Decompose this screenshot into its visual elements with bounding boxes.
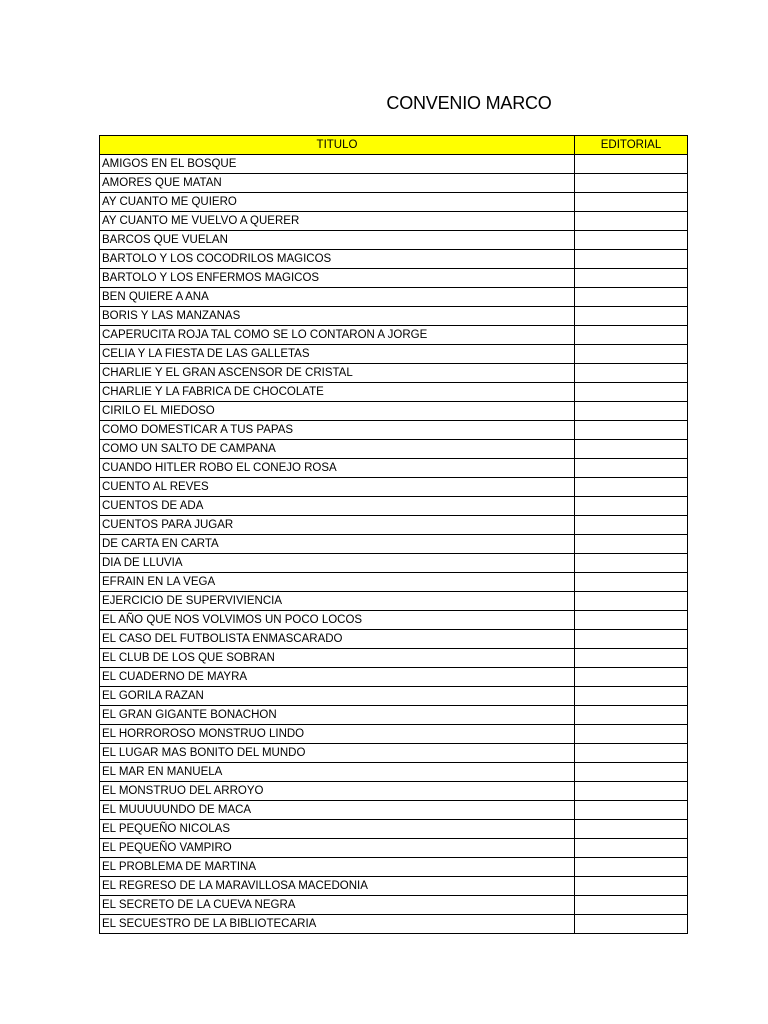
table-row (100, 307, 688, 326)
cell-editorial (575, 915, 688, 934)
table-row (100, 231, 688, 250)
table-row (100, 687, 688, 706)
cell-titulo: EL MAR EN MANUELA (100, 763, 575, 782)
cell-editorial (575, 687, 688, 706)
cell-titulo: CUENTOS DE ADA (100, 497, 575, 516)
cell-editorial (575, 592, 688, 611)
table-row (100, 440, 688, 459)
table-row (100, 839, 688, 858)
table-row (100, 858, 688, 877)
table-row (100, 763, 688, 782)
cell-titulo: EL SECRETO DE LA CUEVA NEGRA (100, 896, 575, 915)
table-row (100, 193, 688, 212)
cell-editorial (575, 554, 688, 573)
cell-editorial (575, 193, 688, 212)
table-row (100, 174, 688, 193)
cell-editorial (575, 212, 688, 231)
table-row (100, 630, 688, 649)
cell-editorial (575, 611, 688, 630)
cell-editorial (575, 744, 688, 763)
cell-editorial (575, 801, 688, 820)
cell-titulo: EL CUADERNO DE MAYRA (100, 668, 575, 687)
cell-editorial (575, 269, 688, 288)
table-row (100, 782, 688, 801)
cell-editorial (575, 763, 688, 782)
document-title: CONVENIO MARCO (386, 93, 552, 113)
cell-editorial (575, 497, 688, 516)
cell-titulo: EL GRAN GIGANTE BONACHON (100, 706, 575, 725)
table-row (100, 212, 688, 231)
cell-editorial (575, 877, 688, 896)
table-row (100, 326, 688, 345)
column-header-editorial: EDITORIAL (575, 136, 688, 155)
cell-titulo: EL PEQUEÑO NICOLAS (100, 820, 575, 839)
cell-editorial (575, 478, 688, 497)
cell-editorial (575, 174, 688, 193)
table-row (100, 250, 688, 269)
cell-titulo: DIA DE LLUVIA (100, 554, 575, 573)
cell-titulo: CELIA Y LA FIESTA DE LAS GALLETAS (100, 345, 575, 364)
cell-editorial (575, 250, 688, 269)
cell-titulo: AY CUANTO ME VUELVO A QUERER (100, 212, 575, 231)
cell-titulo: CIRILO EL MIEDOSO (100, 402, 575, 421)
table-row (100, 554, 688, 573)
cell-editorial (575, 231, 688, 250)
cell-editorial (575, 649, 688, 668)
cell-editorial (575, 839, 688, 858)
table-row (100, 535, 688, 554)
table-row (100, 288, 688, 307)
table-row (100, 421, 688, 440)
table-row (100, 896, 688, 915)
cell-titulo: EL HORROROSO MONSTRUO LINDO (100, 725, 575, 744)
table-row (100, 364, 688, 383)
cell-editorial (575, 307, 688, 326)
cell-titulo: EL LUGAR MAS BONITO DEL MUNDO (100, 744, 575, 763)
cell-titulo: EL AÑO QUE NOS VOLVIMOS UN POCO LOCOS (100, 611, 575, 630)
cell-titulo: BARTOLO Y LOS COCODRILOS MAGICOS (100, 250, 575, 269)
cell-titulo: BARCOS QUE VUELAN (100, 231, 575, 250)
cell-titulo: BARTOLO Y LOS ENFERMOS MAGICOS (100, 269, 575, 288)
cell-titulo: COMO DOMESTICAR A TUS PAPAS (100, 421, 575, 440)
cell-titulo: EL CASO DEL FUTBOLISTA ENMASCARADO (100, 630, 575, 649)
table-row (100, 497, 688, 516)
cell-titulo: CHARLIE Y EL GRAN ASCENSOR DE CRISTAL (100, 364, 575, 383)
cell-titulo: EL CLUB DE LOS QUE SOBRAN (100, 649, 575, 668)
cell-editorial (575, 345, 688, 364)
table-row (100, 345, 688, 364)
cell-editorial (575, 858, 688, 877)
cell-titulo: CUANDO HITLER ROBO EL CONEJO ROSA (100, 459, 575, 478)
cell-titulo: AMIGOS EN EL BOSQUE (100, 155, 575, 174)
cell-titulo: CAPERUCITA ROJA TAL COMO SE LO CONTARON A JORGE (100, 326, 575, 345)
table-row (100, 516, 688, 535)
cell-editorial (575, 725, 688, 744)
table-row (100, 915, 688, 934)
cell-editorial (575, 573, 688, 592)
cell-editorial (575, 535, 688, 554)
cell-titulo: EL SECUESTRO DE LA BIBLIOTECARIA (100, 915, 575, 934)
cell-editorial (575, 440, 688, 459)
cell-titulo: EFRAIN EN LA VEGA (100, 573, 575, 592)
cell-editorial (575, 896, 688, 915)
table-row (100, 402, 688, 421)
cell-titulo: EL REGRESO DE LA MARAVILLOSA MACEDONIA (100, 877, 575, 896)
cell-titulo: BORIS Y LAS MANZANAS (100, 307, 575, 326)
cell-titulo: EL MUUUUUNDO DE MACA (100, 801, 575, 820)
table-row (100, 459, 688, 478)
table-row (100, 744, 688, 763)
column-header-titulo: TITULO (100, 136, 575, 155)
table-row (100, 269, 688, 288)
table-header-row (100, 136, 688, 155)
cell-titulo: CUENTOS PARA JUGAR (100, 516, 575, 535)
cell-titulo: CHARLIE Y LA FABRICA DE CHOCOLATE (100, 383, 575, 402)
table-row (100, 383, 688, 402)
cell-titulo: EL MONSTRUO DEL ARROYO (100, 782, 575, 801)
cell-editorial (575, 155, 688, 174)
table-row (100, 801, 688, 820)
cell-editorial (575, 706, 688, 725)
cell-titulo: AMORES QUE MATAN (100, 174, 575, 193)
table-row (100, 592, 688, 611)
cell-editorial (575, 288, 688, 307)
table-row (100, 611, 688, 630)
cell-editorial (575, 782, 688, 801)
cell-editorial (575, 459, 688, 478)
table-row (100, 649, 688, 668)
cell-titulo: CUENTO AL REVES (100, 478, 575, 497)
table-row (100, 573, 688, 592)
cell-titulo: DE CARTA EN CARTA (100, 535, 575, 554)
cell-editorial (575, 402, 688, 421)
cell-titulo: EL PEQUEÑO VAMPIRO (100, 839, 575, 858)
table-row (100, 155, 688, 174)
table-row (100, 478, 688, 497)
cell-titulo: BEN QUIERE A ANA (100, 288, 575, 307)
cell-titulo: EL PROBLEMA DE MARTINA (100, 858, 575, 877)
cell-editorial (575, 383, 688, 402)
cell-titulo: AY CUANTO ME QUIERO (100, 193, 575, 212)
cell-editorial (575, 364, 688, 383)
table-body (100, 155, 688, 934)
table-row (100, 725, 688, 744)
cell-editorial (575, 516, 688, 535)
cell-titulo: EL GORILA RAZAN (100, 687, 575, 706)
cell-titulo: EJERCICIO DE SUPERVIVIENCIA (100, 592, 575, 611)
book-table (99, 135, 688, 934)
cell-titulo: COMO UN SALTO DE CAMPANA (100, 440, 575, 459)
table-row (100, 706, 688, 725)
table-row (100, 668, 688, 687)
cell-editorial (575, 630, 688, 649)
cell-editorial (575, 668, 688, 687)
table-row (100, 877, 688, 896)
cell-editorial (575, 421, 688, 440)
cell-editorial (575, 820, 688, 839)
table-row (100, 820, 688, 839)
cell-editorial (575, 326, 688, 345)
